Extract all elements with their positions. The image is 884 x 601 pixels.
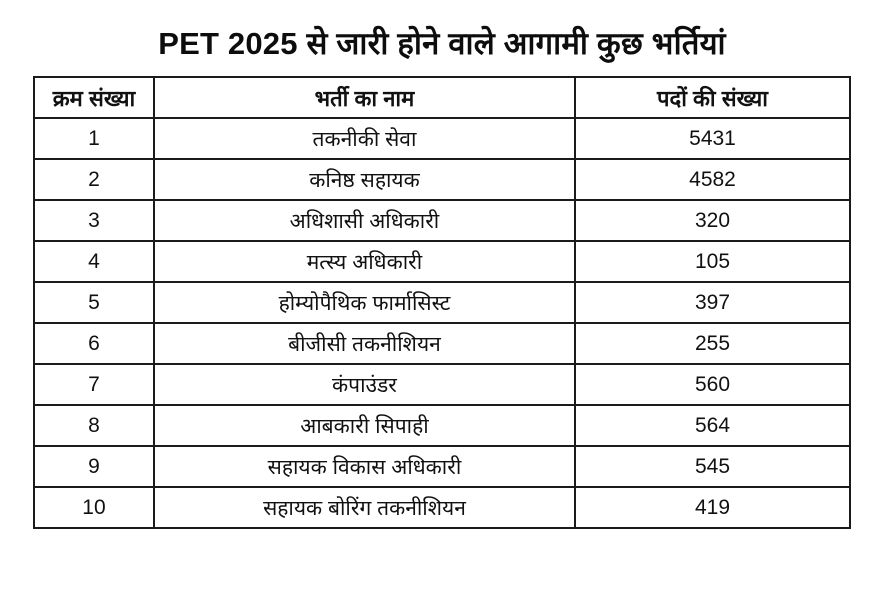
post-count-cell: 105: [575, 241, 850, 282]
recruitment-name-cell: सहायक विकास अधिकारी: [154, 446, 575, 487]
page-title: PET 2025 से जारी होने वाले आगामी कुछ भर्तियां: [158, 26, 726, 61]
serial-number-cell: 1: [34, 118, 154, 159]
serial-number-cell: 7: [34, 364, 154, 405]
serial-number-cell: 4: [34, 241, 154, 282]
recruitment-name-cell: होम्योपैथिक फार्मासिस्ट: [154, 282, 575, 323]
table-row: [34, 446, 850, 487]
recruitment-name-cell: अधिशासी अधिकारी: [154, 200, 575, 241]
post-count-cell: 5431: [575, 118, 850, 159]
serial-number-cell: 8: [34, 405, 154, 446]
serial-number-cell: 9: [34, 446, 154, 487]
table-row: [34, 364, 850, 405]
recruitment-table-body: [34, 118, 850, 528]
serial-number-cell: 2: [34, 159, 154, 200]
post-count-cell: 564: [575, 405, 850, 446]
table-row: [34, 200, 850, 241]
post-count-cell: 397: [575, 282, 850, 323]
recruitment-name-cell: कंपाउंडर: [154, 364, 575, 405]
serial-number-cell: 10: [34, 487, 154, 528]
post-count-cell: 320: [575, 200, 850, 241]
table-row: [34, 323, 850, 364]
recruitment-name-cell: बीजीसी तकनीशियन: [154, 323, 575, 364]
header-post-count: पदों की संख्या: [575, 77, 850, 118]
table-row: [34, 118, 850, 159]
post-count-cell: 255: [575, 323, 850, 364]
serial-number-cell: 3: [34, 200, 154, 241]
table-row: [34, 282, 850, 323]
table-header-row: [34, 77, 850, 118]
recruitment-name-cell: सहायक बोरिंग तकनीशियन: [154, 487, 575, 528]
recruitment-name-cell: आबकारी सिपाही: [154, 405, 575, 446]
post-count-cell: 545: [575, 446, 850, 487]
header-recruitment-name: भर्ती का नाम: [154, 77, 575, 118]
serial-number-cell: 6: [34, 323, 154, 364]
recruitment-name-cell: तकनीकी सेवा: [154, 118, 575, 159]
table-row: [34, 159, 850, 200]
table-row: [34, 487, 850, 528]
header-serial-number: क्रम संख्या: [34, 77, 154, 118]
post-count-cell: 4582: [575, 159, 850, 200]
table-row: [34, 405, 850, 446]
recruitment-table: [33, 76, 851, 529]
post-count-cell: 419: [575, 487, 850, 528]
recruitment-name-cell: कनिष्ठ सहायक: [154, 159, 575, 200]
post-count-cell: 560: [575, 364, 850, 405]
recruitment-name-cell: मत्स्य अधिकारी: [154, 241, 575, 282]
serial-number-cell: 5: [34, 282, 154, 323]
table-row: [34, 241, 850, 282]
